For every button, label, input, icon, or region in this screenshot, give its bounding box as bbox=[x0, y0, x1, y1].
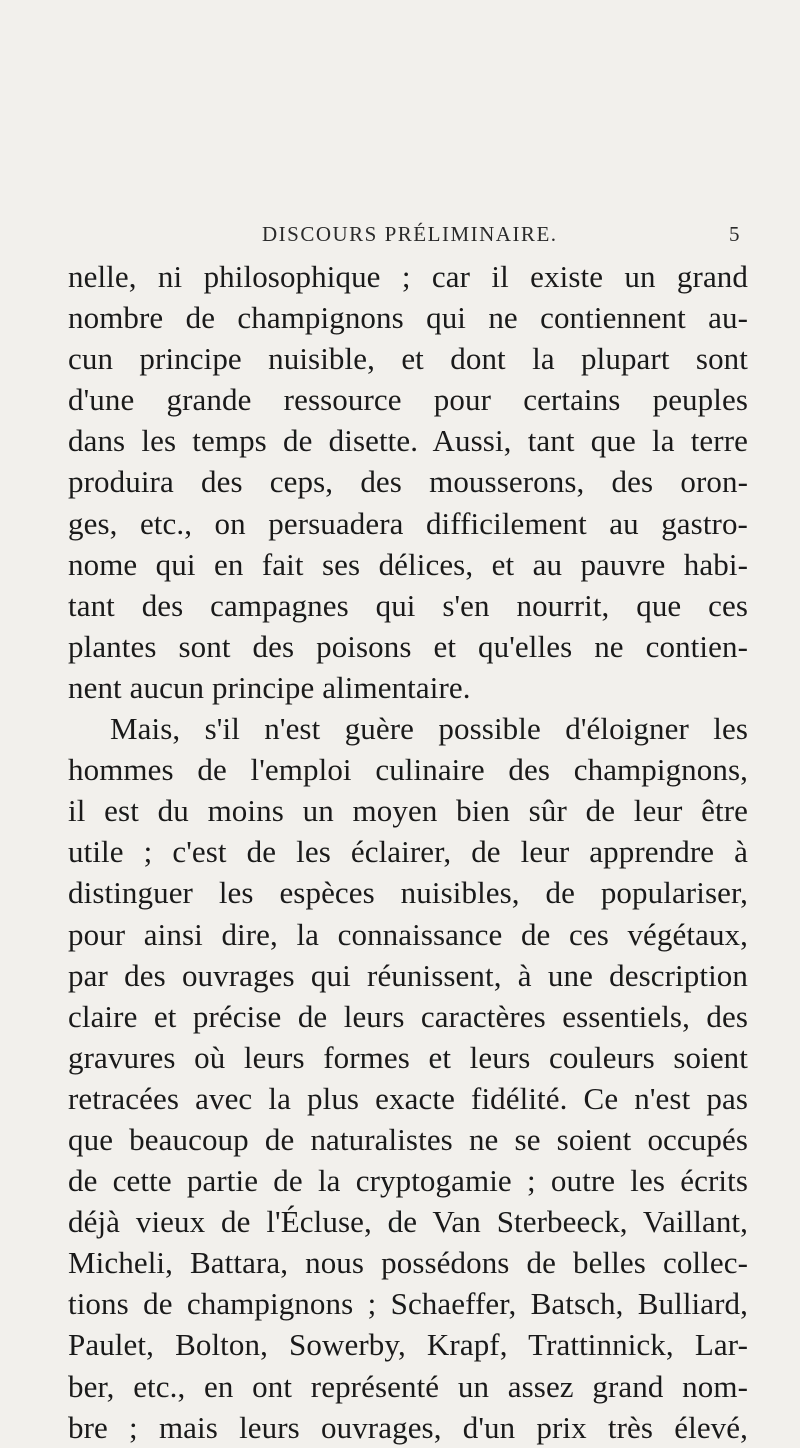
text-line: Paulet, Bolton, Sowerby, Krapf, Trattinnick, Lar- bbox=[68, 1327, 748, 1363]
text-line: plantes sont des poisons et qu'elles ne contien- bbox=[68, 628, 748, 664]
text-line: d'une grande ressource pour certains peuples bbox=[68, 382, 748, 418]
page-header bbox=[0, 222, 800, 252]
text-line: utile ; c'est de les éclairer, de leur apprendre à bbox=[68, 834, 748, 870]
text-line: claire et précise de leurs caractères essentiels, des bbox=[68, 998, 748, 1034]
text-line: cun principe nuisible, et dont la plupart sont bbox=[68, 341, 748, 377]
body-text bbox=[68, 256, 748, 1448]
text-line: gravures où leurs formes et leurs couleurs soient bbox=[68, 1039, 748, 1075]
text-line: tions de champignons ; Schaeffer, Batsch, Bulliard, bbox=[68, 1286, 748, 1322]
text-line: nome qui en fait ses délices, et au pauvre habi- bbox=[68, 546, 748, 582]
text-line: par des ouvrages qui réunissent, à une description bbox=[68, 957, 748, 993]
text-line: pour ainsi dire, la connaissance de ces végétaux, bbox=[68, 916, 748, 952]
text-line: Micheli, Battara, nous possédons de belles collec- bbox=[68, 1245, 748, 1281]
text-line: ges, etc., on persuadera difficilement au gastro- bbox=[68, 505, 748, 541]
text-line-paragraph-end: nent aucun principe alimentaire. bbox=[68, 669, 471, 705]
text-line: nombre de champignons qui ne contiennent au- bbox=[68, 300, 748, 336]
text-line: retracées avec la plus exacte fidélité. Ce n'est pas bbox=[68, 1080, 748, 1116]
text-line: tant des campagnes qui s'en nourrit, que ces bbox=[68, 587, 748, 623]
text-line-paragraph-start: Mais, s'il n'est guère possible d'éloigner les bbox=[110, 711, 748, 747]
text-line: il est du moins un moyen bien sûr de leur être bbox=[68, 793, 748, 829]
text-line: dans les temps de disette. Aussi, tant que la terre bbox=[68, 423, 748, 459]
text-line: que beaucoup de naturalistes ne se soient occupés bbox=[68, 1121, 748, 1157]
text-line: nelle, ni philosophique ; car il existe un grand bbox=[68, 259, 748, 294]
text-line: distinguer les espèces nuisibles, de populariser, bbox=[68, 875, 748, 911]
text-line: déjà vieux de l'Écluse, de Van Sterbeeck, Vaillant, bbox=[68, 1204, 748, 1240]
page-number: 5 bbox=[729, 222, 740, 246]
text-line: produira des ceps, des mousserons, des oron- bbox=[68, 464, 748, 500]
running-head: DISCOURS PRÉLIMINAIRE. bbox=[262, 222, 558, 246]
text-line: bre ; mais leurs ouvrages, d'un prix très élevé, bbox=[68, 1409, 748, 1445]
text-line: hommes de l'emploi culinaire des champignons, bbox=[68, 752, 748, 788]
text-line: ber, etc., en ont représenté un assez grand nom- bbox=[68, 1368, 748, 1404]
text-line: de cette partie de la cryptogamie ; outre les écrits bbox=[68, 1163, 748, 1199]
